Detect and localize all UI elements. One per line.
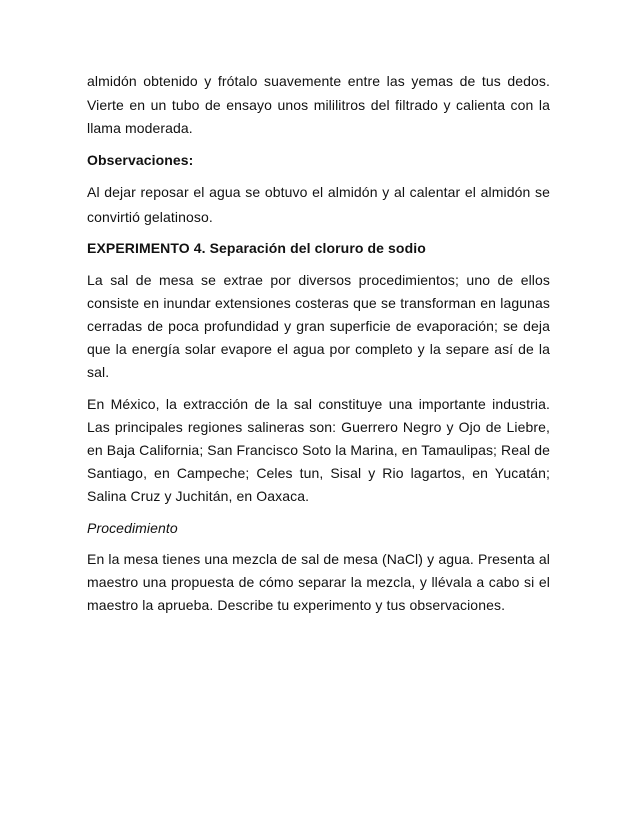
observaciones-heading: Observaciones: [87, 151, 194, 168]
paragraph-almidon-procedure: almidón obtenido y frótalo suavemente entre las yemas de tus dedos. Vierte en un tubo de ensayo unos mililitros del filtrado y calienta con la llama moderada. [87, 73, 550, 136]
experiment-4-heading: EXPERIMENTO 4. Separación del cloruro de sodio [87, 240, 426, 256]
paragraph-sal-de-mesa: La sal de mesa se extrae por diversos procedimientos; uno de ellos consiste en inundar extensiones costeras que se transforman en lagunas cerradas de poca profundidad y gran superficie de evaporación; se deja que la energía solar evapore el agua por completo y la separe así de la sal. [87, 271, 550, 381]
document-page [87, 70, 550, 618]
paragraph-procedimiento: En la mesa tienes una mezcla de sal de mesa (NaCl) y agua. Presenta al maestro una propuesta de cómo separar la mezcla, y llévala a cabo si el maestro la aprueba. Describe tu experimento y tus observaciones. [87, 551, 550, 614]
procedimiento-heading: Procedimiento [87, 519, 178, 536]
paragraph-mexico-salineras: En México, la extracción de la sal constituye una importante industria. Las principales regiones salineras son: Guerrero Negro y Ojo de Liebre, en Baja California; San Francisco Soto la Marina, en Tamaulipas; Real de Santiago, en Campeche; Celes tun, Sisal y Rio lagartos, en Yucatán; Salina Cruz y Juchitán, en Oaxaca. [87, 395, 550, 505]
paragraph-observaciones: Al dejar reposar el agua se obtuvo el almidón y al calentar el almidón se convirtió gelatinoso. [87, 184, 550, 225]
